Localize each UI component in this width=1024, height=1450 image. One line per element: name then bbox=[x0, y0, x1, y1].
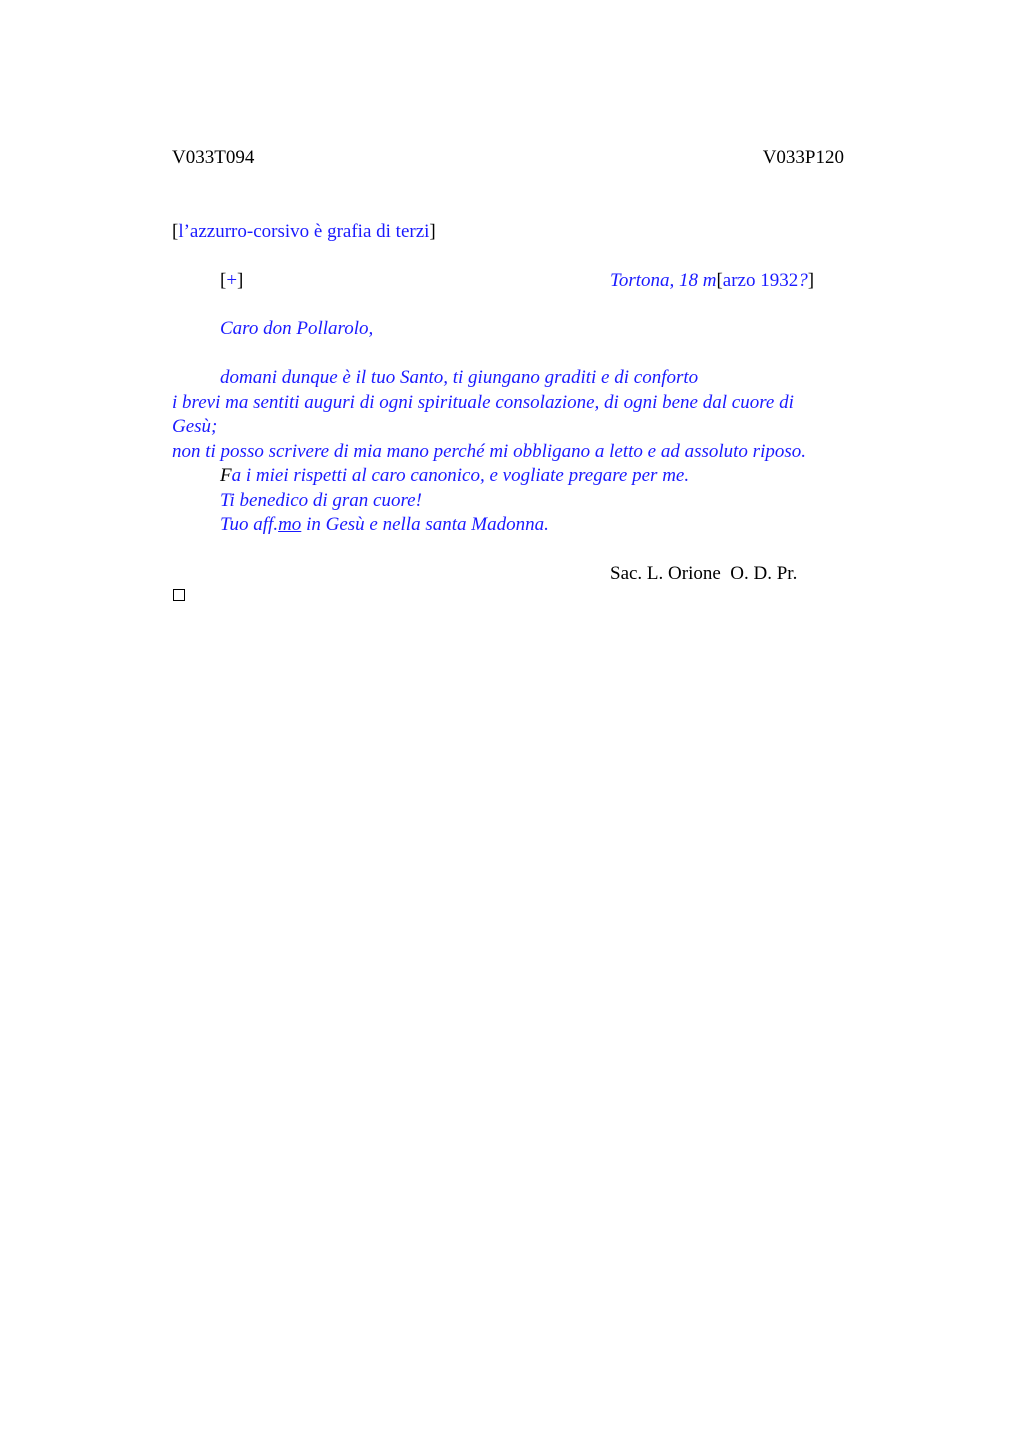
body-line-5 bbox=[220, 464, 689, 488]
cross-mark: [+] bbox=[220, 270, 244, 291]
dateline-question: ? bbox=[798, 270, 808, 291]
right-archive-code: V033P120 bbox=[762, 147, 844, 168]
end-of-document-box bbox=[173, 589, 185, 601]
body-line-4: non ti posso scrivere di mia mano perché mi obbligano a letto e ad assoluto riposo. bbox=[172, 441, 806, 462]
dateline-written: Tortona, 18 m bbox=[610, 270, 717, 291]
body-line-6: Ti benedico di gran cuore! bbox=[220, 490, 422, 511]
body-line-1: domani dunque è il tuo Santo, ti giungano graditi e di conforto bbox=[220, 367, 699, 388]
body-line-7: Tuo aff.mo in Gesù e nella santa Madonna. bbox=[220, 514, 549, 535]
note-bracket-close: ] bbox=[429, 221, 436, 242]
dateline-editorial: arzo 1932 bbox=[722, 270, 799, 291]
body-line-3: Gesù; bbox=[172, 416, 218, 437]
cross-symbol: + bbox=[226, 270, 238, 291]
signature: Sac. L. Orione O. D. Pr. bbox=[610, 563, 798, 584]
body-line-2: i brevi ma sentiti auguri di ogni spirituale consolazione, di ogni bene dal cuore di bbox=[172, 392, 794, 413]
left-archive-code: V033T094 bbox=[172, 147, 255, 168]
note-text: l’azzurro-corsivo è grafia di terzi bbox=[178, 221, 430, 242]
body-line-5-initial: F bbox=[220, 465, 232, 486]
superscript-abbrev: mo bbox=[278, 514, 302, 535]
dateline: Tortona, 18 m[arzo 1932?] bbox=[610, 270, 815, 291]
body-line-5-rest: a i miei rispetti al caro canonico, e vogliate pregare per me. bbox=[231, 465, 690, 486]
editorial-note bbox=[172, 220, 436, 244]
note-bracket-open: [ bbox=[172, 221, 179, 242]
salutation: Caro don Pollarolo, bbox=[220, 318, 374, 339]
